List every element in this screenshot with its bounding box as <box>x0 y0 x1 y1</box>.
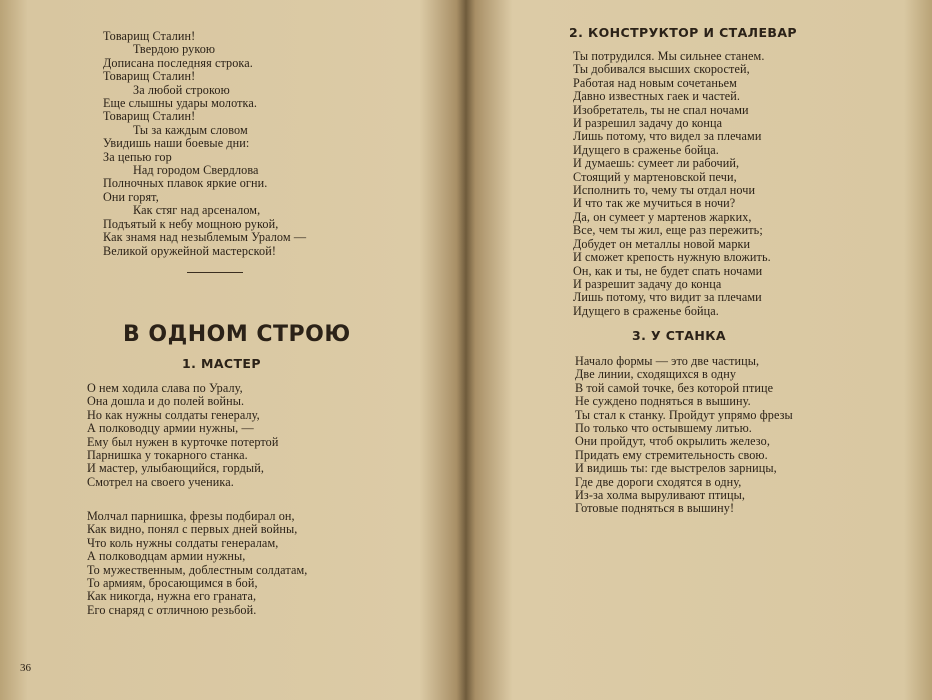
chapter-title: В ОДНОМ СТРОЮ <box>123 322 351 347</box>
poem-line: Подъятый к небу мощною рукой, <box>103 216 279 231</box>
poem-line: За любой строкою <box>133 82 230 97</box>
poem-line: Твердою рукою <box>133 42 216 57</box>
poem-line: Дописана последняя строка. <box>103 55 253 70</box>
poem-line: Увидишь наши боевые дни: <box>103 136 250 151</box>
poem-line: Как никогда, нужна его граната, <box>87 589 257 604</box>
section-divider <box>187 272 243 273</box>
poem-line: Ты добивался высших скоростей, <box>573 62 750 77</box>
poem-line: А полководцу армии нужны, — <box>87 421 254 436</box>
poem-line: О нем ходила слава по Уралу, <box>87 381 243 395</box>
poem-line: И сможет крепость нужную вложить. <box>573 250 771 265</box>
poem-line: Работая над новым сочетаньем <box>573 75 737 90</box>
poem-ending <box>103 30 306 258</box>
poem-line: И разрешит задачу до конца <box>573 276 722 291</box>
poem-line: Он, как и ты, не будет спать ночами <box>573 263 763 278</box>
poem-line: Лишь потому, что видел за плечами <box>573 129 762 144</box>
poem-line: Ты потрудился. Мы сильнее станем. <box>573 49 765 63</box>
poem-line: Идущего в сраженье бойца. <box>573 142 719 157</box>
right-page <box>466 0 932 700</box>
poem-line: Товарищ Сталин! <box>103 69 196 84</box>
poem-line: Они горят, <box>103 189 159 204</box>
poem-line: Еще слышны удары молотка. <box>103 96 258 111</box>
poem-line: Ему был нужен в курточке потертой <box>87 434 279 449</box>
section-title: 1. МАСТЕР <box>182 356 261 371</box>
poem-line: Изобретатель, ты не спал ночами <box>573 102 749 117</box>
poem-line: Над городом Свердлова <box>133 163 259 178</box>
poem-line: Идущего в сраженье бойца. <box>573 303 719 318</box>
stanza-2 <box>87 510 307 617</box>
poem-line: Полночных плавок яркие огни. <box>103 176 268 191</box>
poem-line: Что коль нужны солдаты генералам, <box>87 535 279 550</box>
poem-line: Где две дороги сходятся в одну, <box>575 474 742 489</box>
poem-line: В той самой точке, без которой птице <box>575 380 774 395</box>
poem-line: Исполнить то, чему ты отдал ночи <box>573 183 756 198</box>
poem-line: Как видно, понял с первых дней войны, <box>87 522 298 537</box>
poem-line: И думаешь: сумеет ли рабочий, <box>573 156 740 171</box>
poem-line: Лишь потому, что видит за плечами <box>573 290 762 305</box>
poem-line: Стоящий у мартеновской печи, <box>573 169 737 184</box>
section-3-poem <box>575 355 793 516</box>
poem-line: Готовые подняться в вышину! <box>575 501 735 516</box>
poem-line: Ты за каждым словом <box>133 122 248 137</box>
section-title: 2. КОНСТРУКТОР И СТАЛЕВАР <box>569 25 797 40</box>
poem-line: Смотрел на своего ученика. <box>87 474 234 489</box>
poem-line: Придать ему стремительность свою. <box>575 447 768 462</box>
poem-line: Его снаряд с отличною резьбой. <box>87 602 257 617</box>
poem-line: Ты стал к станку. Пройдут упрямо фрезы <box>575 407 793 422</box>
poem-line: Но как нужны солдаты генералу, <box>87 407 260 422</box>
page-number: 36 <box>20 662 31 674</box>
poem-line: По только что остывшему литью. <box>575 421 752 436</box>
poem-line: Как знамя над незыблемым Уралом — <box>103 230 307 245</box>
poem-line: Давно известных гаек и частей. <box>573 89 741 104</box>
poem-line: Добудет он металлы новой марки <box>573 236 751 251</box>
poem-line: Они пройдут, чтоб окрылить железо, <box>575 434 770 449</box>
poem-line: И мастер, улыбающийся, гордый, <box>87 461 264 476</box>
poem-line: Она дошла и до полей войны. <box>87 394 245 409</box>
poem-line: То армиям, бросающимся в бой, <box>87 576 258 591</box>
poem-line: Как стяг над арсеналом, <box>133 203 261 218</box>
poem-line: Две линии, сходящихся в одну <box>575 367 737 382</box>
stanza-1 <box>87 382 278 489</box>
poem-line: То мужественным, доблестным солдатам, <box>87 562 308 577</box>
poem-line: Начало формы — это две частицы, <box>575 354 760 368</box>
section-2-poem <box>573 50 771 318</box>
poem-line: Молчал парнишка, фрезы подбирал он, <box>87 509 295 523</box>
poem-line: Товарищ Сталин! <box>103 29 196 43</box>
poem-line: И видишь ты: где выстрелов зарницы, <box>575 461 777 476</box>
poem-line: И что так же мучиться в ночи? <box>573 196 736 211</box>
poem-line: Из-за холма выруливают птицы, <box>575 488 746 503</box>
poem-line: А полководцам армии нужны, <box>87 549 246 564</box>
poem-line: Не суждено подняться в вышину. <box>575 394 751 409</box>
poem-line: И разрешил задачу до конца <box>573 116 723 131</box>
poem-line: Товарищ Сталин! <box>103 109 196 124</box>
poem-line: Великой оружейной мастерской! <box>103 243 277 258</box>
poem-line: Все, чем ты жил, еще раз пережить; <box>573 223 763 238</box>
poem-line: Парнишка у токарного станка. <box>87 448 248 463</box>
poem-line: Да, он сумеет у мартенов жарких, <box>573 209 752 224</box>
section-title: 3. У СТАНКА <box>632 328 726 343</box>
poem-line: За цепью гор <box>103 149 172 164</box>
